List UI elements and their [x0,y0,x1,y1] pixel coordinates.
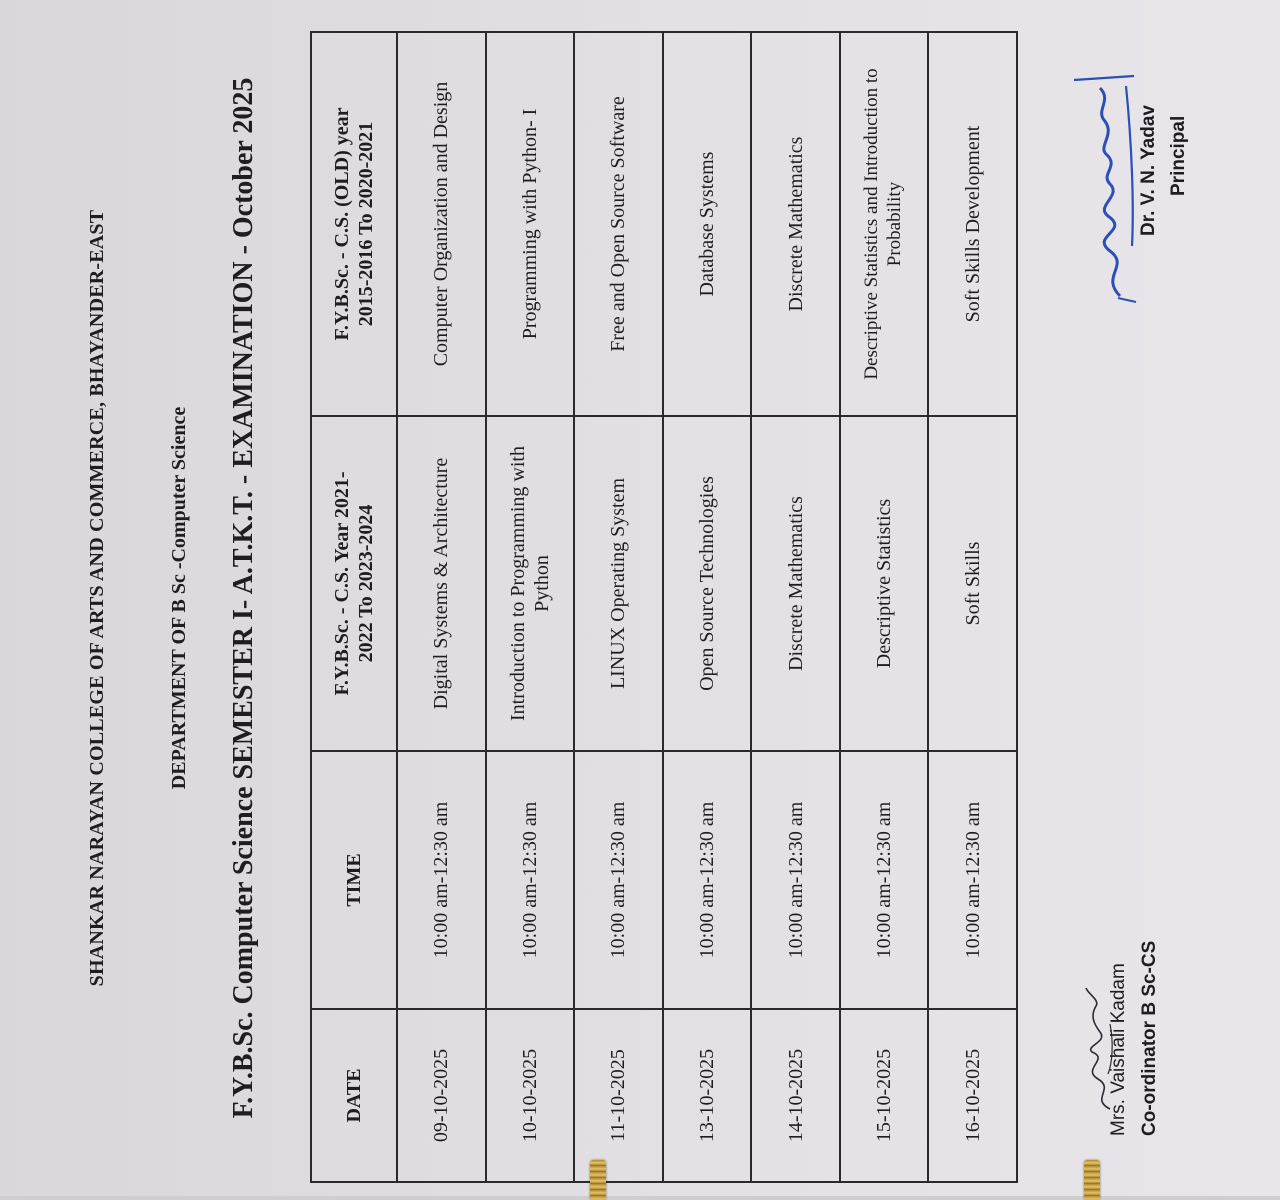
cell-old-subject: Free and Open Source Software [574,32,663,416]
table-header-row [311,32,397,1182]
table-row [840,32,929,1182]
cell-time: 10:00 am-12:30 am [663,751,752,1009]
coordinator-role: Co-ordinator B Sc-CS [1139,940,1160,1136]
table-row [486,32,575,1182]
cell-new-subject: Digital Systems & Architecture [397,416,486,751]
header-new-line1: F.Y.B.Sc. - C.S. Year 2021- [331,471,353,696]
cell-old-subject: Computer Organization and Design [397,32,486,416]
principal-signature [1060,56,1150,306]
table-row [663,32,752,1182]
coordinator-name: Mrs. Vaishali Kadam [1108,963,1129,1136]
table-row [574,32,663,1182]
cell-old-subject: Discrete Mathematics [751,32,840,416]
binder-screw-left [590,1160,606,1200]
department-title: DEPARTMENT OF B Sc -Computer Science [168,406,190,790]
cell-date: 16-10-2025 [928,1009,1017,1182]
exam-title: F.Y.B.Sc. Computer Science SEMESTER I- A.T.K.T. - EXAMINATION - October 2025 [228,77,259,1119]
cell-old-subject: Descriptive Statistics and Introduction to Probability [840,32,929,416]
header-date: DATE [311,1009,397,1182]
header-old-syllabus [311,32,397,416]
principal-role: Principal [1168,115,1189,196]
cell-time: 10:00 am-12:30 am [574,751,663,1009]
principal-name: Dr. V. N. Yadav [1138,105,1159,236]
cell-time: 10:00 am-12:30 am [928,751,1017,1009]
cell-new-subject: Soft Skills [928,416,1017,751]
cell-old-subject: Soft Skills Development [928,32,1017,416]
cell-date: 15-10-2025 [840,1009,929,1182]
header-old-line2: 2015-2016 To 2020-2021 [355,121,377,327]
cell-date: 11-10-2025 [574,1009,663,1182]
exam-timetable [310,31,1018,1183]
cell-new-subject: LINUX Operating System [574,416,663,751]
cell-new-subject: Open Source Technologies [663,416,752,751]
cell-date: 13-10-2025 [663,1009,752,1182]
principal-signature-scribble [1060,56,1150,306]
cell-old-subject: Database Systems [663,32,752,416]
header-old-line1: F.Y.B.Sc. - C.S. (OLD) year [331,107,353,341]
cell-new-subject: Introduction to Programming with Python [486,416,575,751]
college-title: SHANKAR NARAYAN COLLEGE OF ARTS AND COMMERCE, BHAYANDER-EAST [86,209,108,987]
cell-time: 10:00 am-12:30 am [751,751,840,1009]
cell-time: 10:00 am-12:30 am [397,751,486,1009]
cell-date: 09-10-2025 [397,1009,486,1182]
header-new-syllabus [311,416,397,751]
table-row [397,32,486,1182]
table-row [751,32,840,1182]
cell-date: 10-10-2025 [486,1009,575,1182]
cell-time: 10:00 am-12:30 am [840,751,929,1009]
cell-old-subject: Programming with Python- I [486,32,575,416]
binder-screw-right [1084,1160,1100,1200]
cell-date: 14-10-2025 [751,1009,840,1182]
cell-new-subject: Descriptive Statistics [840,416,929,751]
header-time: TIME [311,751,397,1009]
cell-new-subject: Discrete Mathematics [751,416,840,751]
cell-time: 10:00 am-12:30 am [486,751,575,1009]
header-new-line2: 2022 To 2023-2024 [355,504,377,663]
table-row [928,32,1017,1182]
